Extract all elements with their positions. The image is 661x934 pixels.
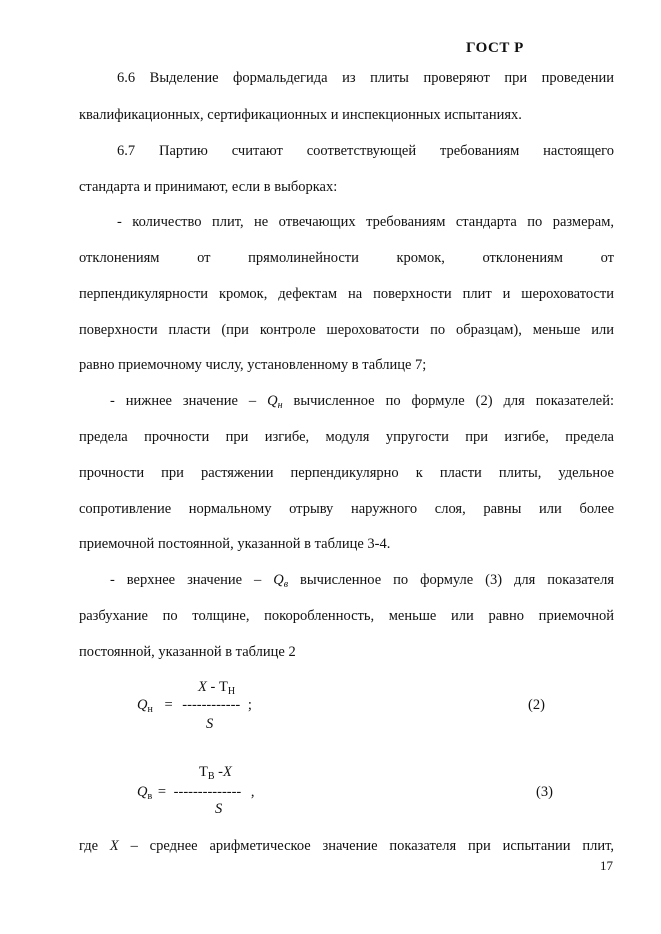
document-header: ГОСТ Р xyxy=(466,40,524,56)
bullet-upper-line-1 xyxy=(110,572,614,590)
paragraph-6-7-line-2: стандарта и принимают, если в выборках: xyxy=(79,179,338,195)
bullet-count-line-3: перпендикулярности кромок, дефектам на поверхности плит и шероховатости xyxy=(79,286,614,302)
definition-line: где X – среднее арифметическое значение показателя при испытании плит, xyxy=(79,838,614,854)
mean-value-symbol: X xyxy=(109,838,119,854)
bullet-count-line-5: равно приемочному числу, установленному в таблице 7; xyxy=(79,357,427,373)
formula-3-denominator: S xyxy=(215,801,223,817)
bullet-upper-line-2: разбухание по толщине, покоробленность, меньше или равно приемочной xyxy=(79,608,614,624)
paragraph-6-6-line-2: квалификационных, сертификационных и инспекционных испытаниях. xyxy=(79,107,522,123)
bullet-lower-line-4: сопротивление нормальному отрыву наружного слоя, равны или более xyxy=(79,501,614,517)
bullet-lower-line-2: предела прочности при изгибе, модуля упругости при изгибе, предела xyxy=(79,429,614,445)
formula-3-main-row: $Q_в$ = -------------- , xyxy=(137,784,255,802)
bullet-lower-line-1 xyxy=(110,393,614,411)
bullet-lower-line-5: приемочной постоянной, указанной в таблице 3-4. xyxy=(79,536,391,552)
bullet-count-line-1: - количество плит, не отвечающих требованиям стандарта по размерам, xyxy=(117,214,614,230)
upper-value-symbol: $Q_в$ xyxy=(273,572,289,590)
bullet-upper-line-3: постоянной, указанной в таблице 2 xyxy=(79,644,296,660)
bullet-count-line-2: отклонениям от прямолинейности кромок, отклонениям от xyxy=(79,250,614,266)
bullet-lower-line-3: прочности при растяжении перпендикулярно к пласти плиты, удельное xyxy=(79,465,614,481)
bullet-lower-suffix: вычисленное по формуле (2) для показателей: xyxy=(293,393,614,409)
formula-2-denominator: S xyxy=(206,716,214,732)
lower-value-symbol: $Q_н$ xyxy=(267,393,283,411)
page-number: 17 xyxy=(600,858,613,873)
bullet-lower-prefix: - нижнее значение – xyxy=(110,393,257,409)
bullet-upper-prefix: - верхнее значение – xyxy=(110,572,262,588)
formula-2-numerator: X - $Т_Н$ xyxy=(198,679,236,697)
paragraph-6-6-line-1: 6.6 Выделение формальдегида из плиты проверяют при проведении xyxy=(117,70,614,86)
formula-2-main-row: $Q_н$ = ------------ ; xyxy=(137,697,252,715)
formula-3-numerator: $Т_В$ -X xyxy=(199,764,232,782)
formula-3-number: (3) xyxy=(536,784,553,800)
formula-2-number: (2) xyxy=(528,697,545,713)
bullet-count-line-4: поверхности пласти (при контроле шероховатости по образцам), меньше или xyxy=(79,322,614,338)
bullet-upper-suffix: вычисленное по формуле (3) для показателя xyxy=(300,572,614,588)
paragraph-6-7-line-1: 6.7 Партию считают соответствующей требованиям настоящего xyxy=(117,143,614,159)
